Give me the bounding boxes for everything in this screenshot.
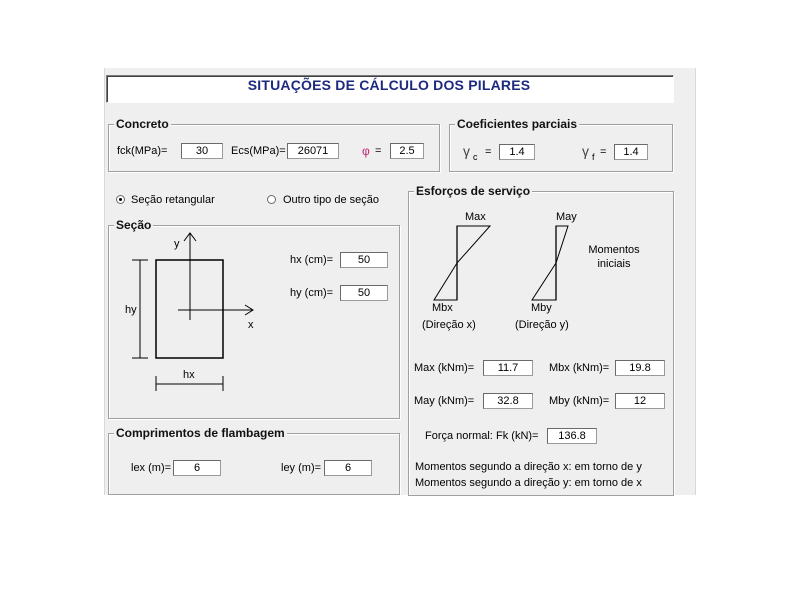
ecs-input[interactable] xyxy=(287,143,339,159)
may-label: May (kNm)= xyxy=(414,395,475,407)
gamma-c-input[interactable] xyxy=(499,144,535,160)
secao-retangular-radio[interactable] xyxy=(116,195,125,204)
max-label: Max (kNm)= xyxy=(414,362,475,374)
may-top-label: May xyxy=(556,211,577,223)
moment-diagrams xyxy=(408,191,672,341)
phi-input[interactable] xyxy=(390,143,424,159)
momentos-iniciais-line2: iniciais xyxy=(597,258,631,270)
max-top-label: Max xyxy=(465,211,486,223)
gamma-f-subscript: f xyxy=(592,152,595,162)
direcao-x-label: (Direção x) xyxy=(422,319,476,331)
hx-input[interactable] xyxy=(340,252,388,268)
gamma-f-symbol: γ xyxy=(582,143,589,159)
page-title: SITUAÇÕES DE CÁLCULO DOS PILARES xyxy=(247,77,531,93)
note-direcao-x: Momentos segundo a direção x: em torno de y xyxy=(415,461,642,473)
gamma-c-equals: = xyxy=(485,146,492,158)
mx-diagram-top xyxy=(457,226,490,263)
ecs-label: Ecs(MPa)= xyxy=(231,145,286,157)
max-input[interactable] xyxy=(483,360,533,376)
gamma-f-input[interactable] xyxy=(614,144,648,160)
fck-input[interactable] xyxy=(181,143,223,159)
dim-hx-label: hx xyxy=(183,369,195,381)
axis-y-label: y xyxy=(174,238,180,250)
mbx-label: Mbx (kNm)= xyxy=(549,362,610,374)
hx-label: hx (cm)= xyxy=(290,254,334,266)
may-input[interactable] xyxy=(483,393,533,409)
esforcos-legend: Esforços de serviço xyxy=(416,184,531,198)
fk-label: Fk (kN)= xyxy=(496,430,539,442)
gamma-c-symbol: γ xyxy=(463,143,470,159)
lex-label: lex (m)= xyxy=(131,462,172,474)
coeficientes-legend: Coeficientes parciais xyxy=(457,117,578,131)
flambagem-legend: Comprimentos de flambagem xyxy=(116,426,285,440)
phi-equals: = xyxy=(375,145,382,157)
mx-diagram-bottom xyxy=(434,263,457,300)
fck-label: fck(MPa)= xyxy=(117,145,168,157)
gamma-c-subscript: c xyxy=(473,152,478,162)
hy-input[interactable] xyxy=(340,285,388,301)
momentos-iniciais-line1: Momentos xyxy=(588,244,640,256)
mbx-bottom-label: Mbx xyxy=(432,302,453,314)
axis-x-label: x xyxy=(248,319,254,331)
direcao-y-label: (Direção y) xyxy=(515,319,569,331)
fk-input[interactable] xyxy=(547,428,597,444)
outro-tipo-radio[interactable] xyxy=(267,195,276,204)
dim-hy-label: hy xyxy=(125,304,137,316)
mby-bottom-label: Mby xyxy=(531,302,552,314)
outro-tipo-label[interactable]: Outro tipo de seção xyxy=(283,194,380,206)
lex-input[interactable] xyxy=(173,460,221,476)
my-diagram-top xyxy=(556,226,568,263)
ley-input[interactable] xyxy=(324,460,372,476)
forca-normal-label: Força normal: xyxy=(425,430,493,442)
concreto-legend: Concreto xyxy=(116,117,169,131)
mby-label: Mby (kNm)= xyxy=(549,395,610,407)
mby-input[interactable] xyxy=(615,393,665,409)
note-direcao-y: Momentos segundo a direção y: em torno de x xyxy=(415,477,642,489)
mbx-input[interactable] xyxy=(615,360,665,376)
my-diagram-bottom xyxy=(532,263,556,300)
hy-label: hy (cm)= xyxy=(290,287,334,299)
phi-symbol: φ xyxy=(362,144,370,158)
section-diagram xyxy=(108,225,288,415)
ley-label: ley (m)= xyxy=(281,462,322,474)
secao-retangular-label[interactable]: Seção retangular xyxy=(131,194,215,206)
gamma-f-equals: = xyxy=(600,146,607,158)
secao-legend: Seção xyxy=(116,218,152,232)
